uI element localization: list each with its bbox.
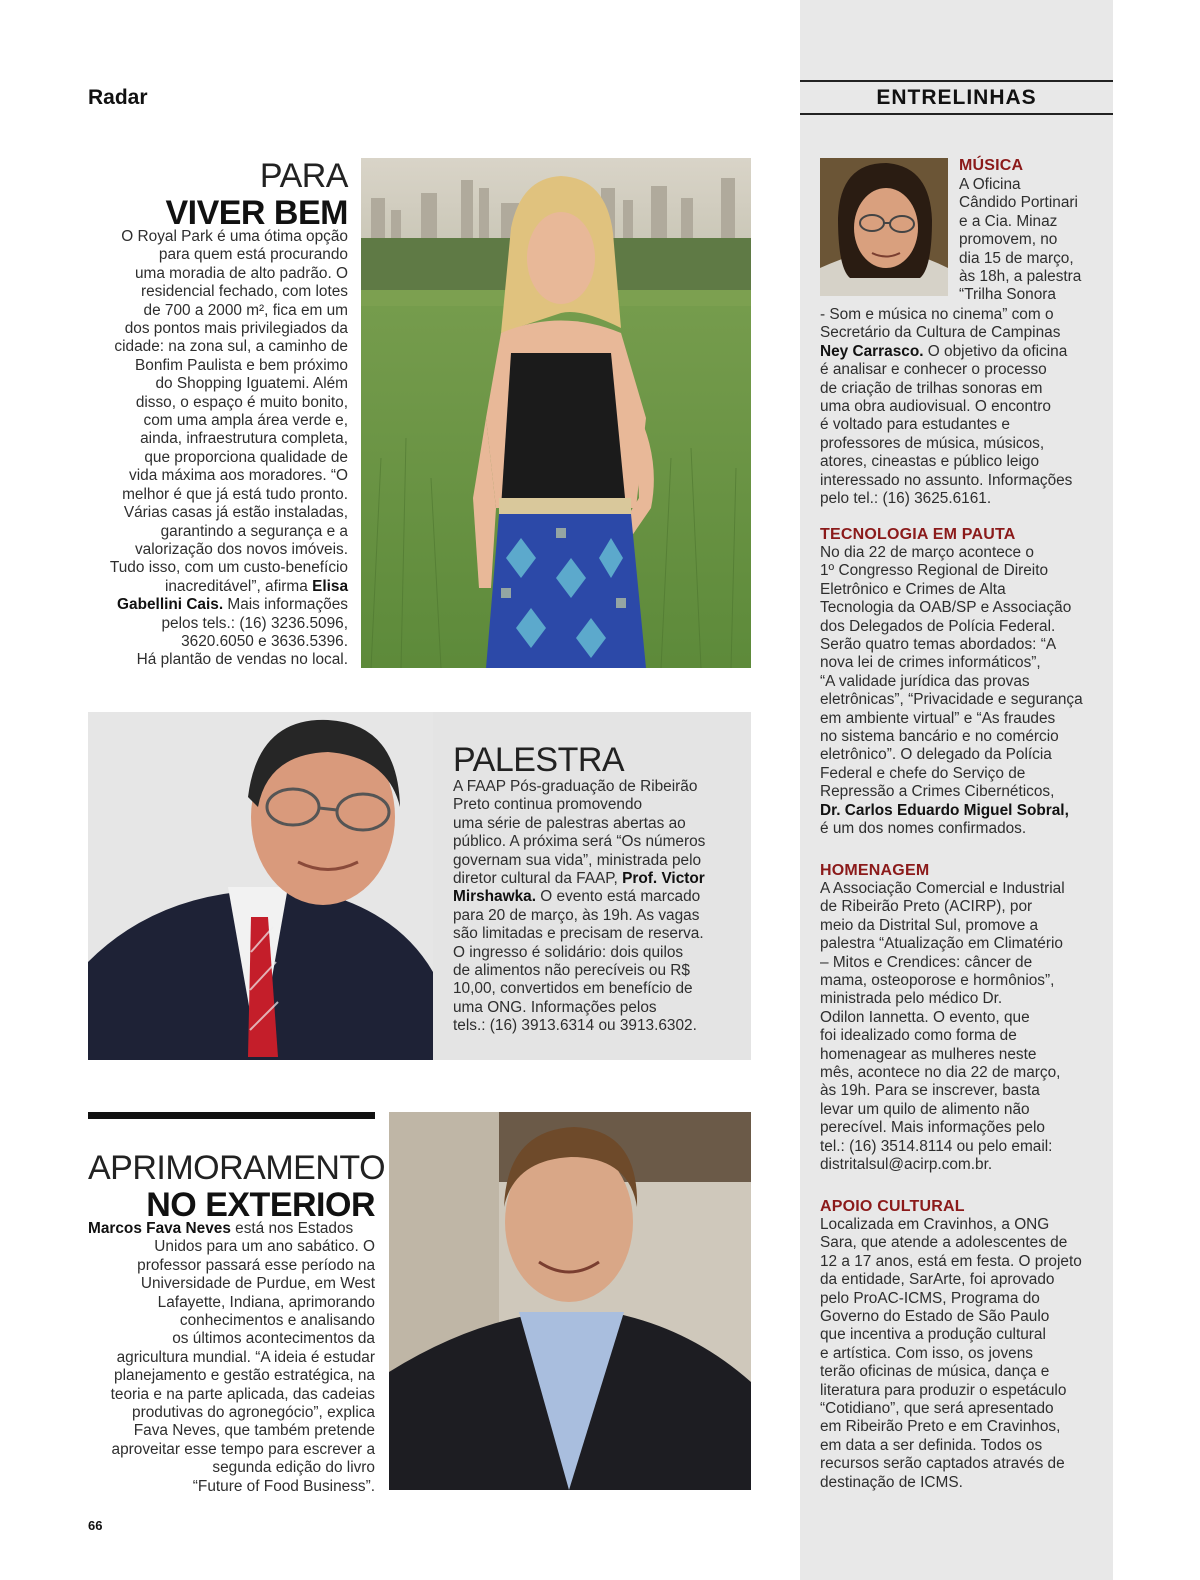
text-line: dos Delegados de Polícia Federal.: [820, 617, 1056, 635]
homenagem-body: [820, 880, 1105, 1175]
text-line: literatura para produzir o espetáculo: [820, 1381, 1067, 1399]
musica-body-narrow: [959, 176, 1107, 305]
text-line: para quem está procurando: [158, 246, 348, 264]
story3-title-light: APRIMORAMENTO: [88, 1149, 386, 1187]
musica-name-bold: Ney Carrasco.: [820, 342, 924, 360]
text-line: Há plantão de vendas no local.: [136, 651, 348, 669]
text-line: de alimentos não perecíveis ou R$: [453, 962, 690, 980]
tecnologia-item: [820, 525, 1105, 839]
tecnologia-lines: [820, 544, 1105, 802]
text-line: Eletrônico e Crimes de Alta: [820, 580, 1006, 598]
story2-lines: [453, 778, 738, 870]
story2-line: diretor cultural da FAAP, Prof. Victor: [453, 870, 705, 888]
homenagem-heading: HOMENAGEM: [820, 862, 930, 879]
text-line: planejamento e gestão estratégica, na: [114, 1367, 375, 1385]
musica-lines: [820, 306, 1105, 343]
text-line: interessado no assunto. Informações: [820, 471, 1073, 489]
musica-body-wide: [820, 306, 1105, 508]
text-line: residencial fechado, com lotes: [140, 283, 348, 301]
text-line: em data a ser definida. Todos os: [820, 1436, 1043, 1454]
text-line: que incentiva a produção cultural: [820, 1326, 1046, 1344]
text-line: Tudo isso, com um custo-benefício: [109, 559, 348, 577]
text-line: tel.: (16) 3514.8114 ou pelo email:: [820, 1137, 1053, 1155]
text-line: Serão quatro temas abordados: “A: [820, 636, 1057, 654]
story2-body: [453, 778, 738, 1036]
story1-lines: [92, 228, 348, 578]
text-line: é analisar e conhecer o processo: [820, 361, 1047, 379]
text-line: em ambiente virtual” e “As fraudes: [820, 709, 1056, 727]
text-line: 3620.6050 e 3636.5396.: [181, 632, 348, 650]
text-line: Odilon Iannetta. O evento, que: [820, 1008, 1030, 1026]
story3-title: [88, 1149, 386, 1224]
text-line: ministrada pelo médico Dr.: [820, 990, 1003, 1008]
text-line: palestra “Atualização em Climatério: [820, 935, 1063, 953]
text-line: - Som e música no cinema” com o: [820, 306, 1054, 323]
text-line: meio da Distrital Sul, promove a: [820, 916, 1039, 934]
text-line: Federal e chefe do Serviço de: [820, 764, 1026, 782]
story3-title-bold: NO EXTERIOR: [146, 1186, 375, 1224]
text-line: “Cotidiano”, que será apresentado: [820, 1400, 1054, 1418]
story1-title-bold: VIVER BEM: [165, 194, 348, 232]
text-line: mês, acontece no dia 22 de março,: [820, 1064, 1061, 1082]
text-line: às 19h. Para se inscrever, basta: [820, 1082, 1040, 1100]
text-line: nova lei de crimes informáticos”,: [820, 654, 1041, 672]
section-label: Radar: [88, 86, 148, 109]
tecnologia-name-bold: Dr. Carlos Eduardo Miguel Sobral,: [820, 801, 1069, 819]
story1-photo-woman-in-field: [361, 158, 751, 668]
text-line: para 20 de março, às 19h. As vagas: [453, 906, 700, 924]
text-line: de criação de trilhas sonoras em: [820, 379, 1043, 397]
story1-line: Gabellini Cais. Mais informações: [117, 596, 348, 614]
page-number: 66: [88, 1518, 103, 1533]
homenagem-item: [820, 861, 1105, 1175]
story1-name-bold: Elisa: [312, 577, 348, 595]
text-line: disso, o espaço é muito bonito,: [135, 393, 348, 411]
text-line: Preto continua promovendo: [453, 796, 643, 814]
text-line: A FAAP Pós-graduação de Ribeirão: [453, 778, 698, 795]
musica-lines: [820, 361, 1105, 508]
story2-name-bold: Mirshawka.: [453, 888, 536, 906]
text-line: uma ONG. Informações pelos: [453, 998, 657, 1016]
text-line: O Royal Park é uma ótima opção: [121, 228, 348, 245]
text-line: no sistema bancário e no comércio: [820, 728, 1059, 746]
text-line: Unidos para um ano sabático. O: [154, 1238, 375, 1256]
text-line: foi idealizado como forma de: [820, 1027, 1017, 1045]
text-line: às 18h, a palestra: [959, 268, 1082, 286]
text-line: Governo do Estado de São Paulo: [820, 1308, 1050, 1326]
text-line: professor passará esse período na: [137, 1256, 375, 1274]
apoio-body: [820, 1216, 1105, 1492]
text-line: melhor é que já está tudo pronto.: [122, 485, 348, 503]
text-line: dos pontos mais privilegiados da: [124, 320, 348, 338]
story1-title-light: PARA: [259, 157, 348, 195]
text-line: Secretário da Cultura de Campinas: [820, 324, 1061, 342]
story3-photo-man-in-suit: [389, 1112, 751, 1490]
story2-name-bold: Prof. Victor: [622, 870, 705, 888]
text-line: com uma ampla área verde e,: [143, 412, 348, 430]
sidebar-header: ENTRELINHAS: [800, 80, 1113, 115]
story3-body: [88, 1220, 375, 1496]
text-line: Lafayette, Indiana, aprimorando: [157, 1293, 375, 1311]
text-line: O ingresso é solidário: dois quilos: [453, 943, 684, 961]
text-line: “Future of Food Business”.: [192, 1477, 375, 1495]
text-line: tels.: (16) 3913.6314 ou 3913.6302.: [453, 1017, 697, 1035]
text-line: conhecimentos e analisando: [179, 1312, 375, 1330]
text-line: A Oficina: [959, 176, 1021, 193]
text-line: perecível. Mais informações pelo: [820, 1119, 1045, 1137]
text-line: de 700 a 2000 m², fica em um: [143, 301, 348, 319]
text-line: mama, osteoporose e hormônios”,: [820, 972, 1055, 990]
story3-lines: [88, 1238, 375, 1496]
story1-body: [92, 228, 348, 670]
text-line: pelos tels.: (16) 3236.5096,: [161, 614, 348, 632]
text-line: Várias casas já estão instaladas,: [123, 504, 348, 522]
text-line: 12 a 17 anos, está em festa. O projeto: [820, 1252, 1082, 1270]
text-line: pelo tel.: (16) 3625.6161.: [820, 490, 992, 508]
text-line: da entidade, SarArte, foi aprovado: [820, 1271, 1055, 1289]
tecnologia-line: [820, 802, 1105, 820]
text-line: Localizada em Cravinhos, a ONG: [820, 1216, 1050, 1233]
text-line: do Shopping Iguatemi. Além: [155, 375, 348, 393]
musica-photo-man-with-glasses: [820, 158, 948, 296]
tecnologia-line: é um dos nomes confirmados.: [820, 820, 1027, 838]
text-line: de Ribeirão Preto (ACIRP), por: [820, 898, 1033, 916]
text-line: uma moradia de alto padrão. O: [134, 264, 348, 282]
tecnologia-body: [820, 544, 1105, 839]
text-line: professores de música, músicos,: [820, 434, 1045, 452]
text-line: cidade: na zona sul, a caminho de: [114, 338, 348, 356]
text-line: os últimos acontecimentos da: [172, 1330, 375, 1348]
story2-line: Mirshawka. O evento está marcado: [453, 888, 701, 906]
text-line: Universidade de Purdue, em West: [140, 1275, 375, 1293]
story2-lines: [453, 907, 738, 1036]
text-line: que proporciona qualidade de: [144, 448, 348, 466]
story1-line: inacreditável”, afirma Elisa: [164, 577, 348, 595]
text-line: segunda edição do livro: [212, 1459, 375, 1477]
tecnologia-heading: TECNOLOGIA EM PAUTA: [820, 526, 1016, 543]
text-line: “A validade jurídica das provas: [820, 672, 1030, 690]
text-line: dia 15 de março,: [959, 249, 1074, 267]
text-line: em Ribeirão Preto e em Cravinhos,: [820, 1418, 1061, 1436]
story1-title: [100, 158, 348, 232]
text-line: homenagear as mulheres neste: [820, 1045, 1037, 1063]
story1-tail-lines: [92, 615, 348, 670]
text-line: terão oficinas de música, dança e: [820, 1363, 1050, 1381]
text-line: Cândido Portinari: [959, 194, 1078, 212]
text-line: Fava Neves, que também pretende: [133, 1422, 375, 1440]
text-line: agricultura mundial. “A ideia é estudar: [116, 1348, 375, 1366]
text-line: público. A próxima será “Os números: [453, 833, 706, 851]
text-line: governam sua vida”, ministrada pelo: [453, 851, 702, 869]
text-line: teoria e na parte aplicada, das cadeias: [110, 1385, 375, 1403]
story3-line: Marcos Fava Neves está nos Estados: [88, 1220, 354, 1237]
text-line: são limitadas e precisam de reserva.: [453, 925, 704, 943]
text-line: Tecnologia da OAB/SP e Associação: [820, 599, 1072, 617]
text-line: Sara, que atende a adolescentes de: [820, 1234, 1068, 1252]
story1-name-bold: Gabellini Cais.: [117, 596, 224, 614]
text-line: levar um quilo de alimento não: [820, 1100, 1030, 1118]
text-line: eletrônicas”, “Privacidade e segurança: [820, 691, 1083, 709]
text-line: é voltado para estudantes e: [820, 416, 1010, 434]
story2-title: PALESTRA: [453, 741, 625, 779]
text-line: aproveitar esse tempo para escrever a: [111, 1440, 375, 1458]
text-line: atores, cineastas e público leigo: [820, 453, 1040, 471]
text-line: “Trilha Sonora: [959, 286, 1056, 304]
musica-heading: MÚSICA: [959, 157, 1024, 174]
text-line: ainda, infraestrutura completa,: [140, 430, 348, 448]
text-line: destinação de ICMS.: [820, 1473, 963, 1491]
story2-photo-man-with-glasses: [88, 712, 433, 1060]
text-line: No dia 22 de março acontece o: [820, 544, 1034, 561]
apoio-heading: APOIO CULTURAL: [820, 1198, 965, 1215]
apoio-item: [820, 1197, 1105, 1492]
text-line: recursos serão captados através de: [820, 1455, 1065, 1473]
text-line: e artística. Com isso, os jovens: [820, 1344, 1033, 1362]
story3-name-bold: Marcos Fava Neves: [88, 1220, 231, 1237]
text-line: uma obra audiovisual. O encontro: [820, 398, 1051, 416]
text-line: Repressão a Crimes Cibernéticos,: [820, 783, 1055, 801]
text-line: 10,00, convertidos em benefício de: [453, 980, 693, 998]
story3-rule: [88, 1112, 375, 1119]
text-line: – Mitos e Crendices: câncer de: [820, 953, 1033, 971]
text-line: Bonfim Paulista e bem próximo: [135, 356, 348, 374]
text-line: vida máxima aos moradores. “O: [129, 467, 348, 485]
text-line: valorização dos novos imóveis.: [134, 540, 348, 558]
text-line: pelo ProAC-ICMS, Programa do: [820, 1289, 1040, 1307]
text-line: eletrônico”. O delegado da Polícia: [820, 746, 1052, 764]
text-line: produtivas do agronegócio”, explica: [132, 1404, 375, 1422]
text-line: e a Cia. Minaz: [959, 212, 1058, 230]
text-line: 1º Congresso Regional de Direito: [820, 562, 1049, 580]
musica-line: Ney Carrasco. O objetivo da oficina: [820, 342, 1068, 360]
text-line: garantindo a segurança e a: [160, 522, 348, 540]
text-line: distritalsul@acirp.com.br.: [820, 1156, 993, 1174]
text-line: promovem, no: [959, 231, 1058, 249]
text-line: uma série de palestras abertas ao: [453, 814, 686, 832]
text-line: A Associação Comercial e Industrial: [820, 880, 1065, 897]
